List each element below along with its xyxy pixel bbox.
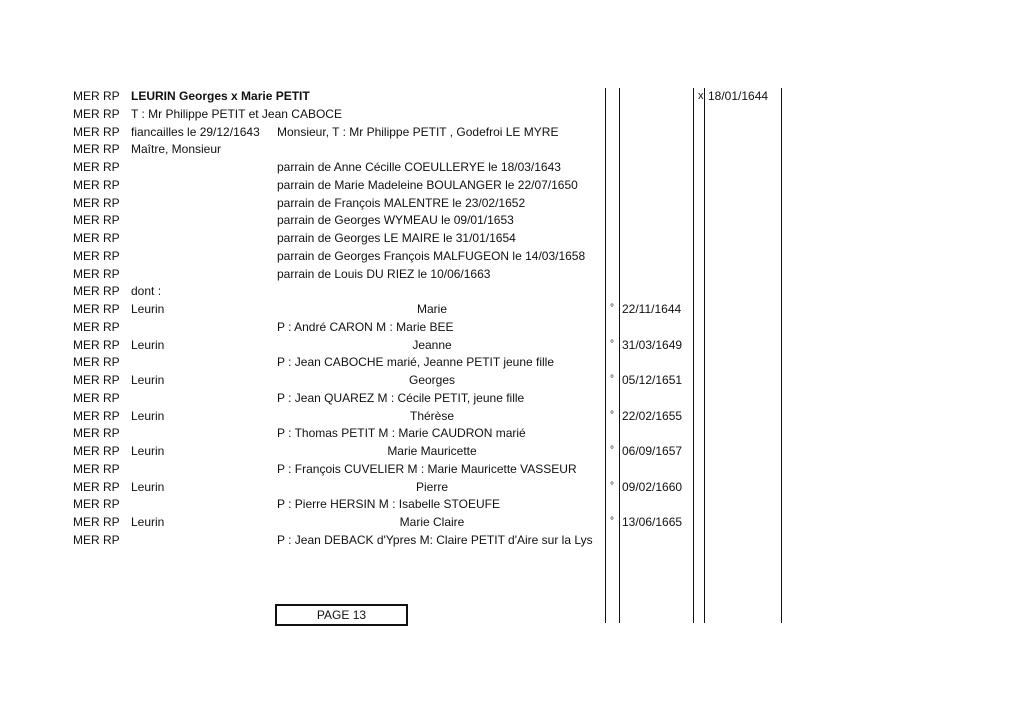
row-detail-cell: P : André CARON M : Marie BEE xyxy=(277,319,454,334)
row-detail-cell: P : Pierre HERSIN M : Isabelle STOEUFE xyxy=(277,497,500,512)
row-name-cell: Leurin xyxy=(131,337,165,352)
table-row xyxy=(0,513,1024,531)
row-birth-date: 22/11/1644 xyxy=(622,302,682,316)
row-child-name: Marie Claire xyxy=(399,515,465,529)
table-row xyxy=(0,389,1024,407)
row-prefix-mer: MER xyxy=(73,89,100,103)
row-prefix-rp: RP xyxy=(103,160,120,174)
row-birth-mark: ° xyxy=(610,445,614,456)
row-birth-date: 06/09/1657 xyxy=(622,444,683,458)
row-name-cell: Leurin xyxy=(131,302,165,316)
table-row xyxy=(0,531,1024,549)
row-prefix-rp: RP xyxy=(103,284,120,299)
row-prefix-rp: RP xyxy=(103,89,120,103)
row-prefix-mer: MER xyxy=(73,213,100,228)
row-prefix-rp: RP xyxy=(103,444,120,458)
row-name-cell: LEURIN Georges x Marie PETIT xyxy=(131,89,310,103)
row-prefix-mer: MER xyxy=(73,195,100,210)
row-birth-mark: ° xyxy=(610,480,614,492)
row-name-cell: fiancailles le 29/12/1643 xyxy=(131,124,260,139)
row-detail-cell: P : Thomas PETIT M : Marie CAUDRON marié xyxy=(277,426,526,441)
table-row xyxy=(0,123,1024,141)
row-child-name: Jeanne xyxy=(412,337,452,352)
row-birth-mark: ° xyxy=(610,338,614,350)
row-child-name: Marie Mauricette xyxy=(387,444,477,458)
table-row xyxy=(0,495,1024,513)
table-row xyxy=(0,105,1024,123)
row-prefix-rp: RP xyxy=(103,177,120,192)
row-child-name: Thérèse xyxy=(409,408,455,423)
table-row xyxy=(0,211,1024,229)
table-row xyxy=(0,140,1024,158)
row-name-cell: Leurin xyxy=(131,515,165,529)
row-birth-mark: ° xyxy=(610,409,614,421)
row-prefix-mer: MER xyxy=(73,142,100,157)
row-detail-cell: parrain de Marie Madeleine BOULANGER le 22/07/1650 xyxy=(277,177,578,192)
row-detail-cell: parrain de Anne Cécille COEULLERYE le 18/03/1643 xyxy=(277,160,561,174)
table-row xyxy=(0,424,1024,442)
row-prefix-rp: RP xyxy=(103,337,120,352)
row-name-cell: dont : xyxy=(131,284,162,299)
row-prefix-rp: RP xyxy=(103,213,120,228)
row-prefix-rp: RP xyxy=(103,408,120,423)
row-child-name: Georges xyxy=(408,373,456,387)
row-name-cell: Leurin xyxy=(131,408,165,423)
row-prefix-rp: RP xyxy=(103,248,120,263)
row-prefix-rp: RP xyxy=(103,532,120,547)
table-row xyxy=(0,265,1024,283)
row-prefix-mer: MER xyxy=(73,497,100,512)
row-prefix-rp: RP xyxy=(103,373,120,387)
row-detail-cell: parrain de Georges WYMEAU le 09/01/1653 xyxy=(277,213,514,228)
row-prefix-rp: RP xyxy=(103,497,120,512)
table-row xyxy=(0,282,1024,300)
table-row xyxy=(0,247,1024,265)
row-birth-mark: ° xyxy=(610,303,614,314)
page-number-box xyxy=(275,604,408,626)
table-row xyxy=(0,336,1024,354)
row-detail-cell: parrain de Georges François MALFUGEON le 14/03/1658 xyxy=(277,248,586,263)
row-prefix-mer: MER xyxy=(73,390,100,405)
page-number-label: PAGE 13 xyxy=(316,608,367,622)
row-detail-cell: parrain de Georges LE MAIRE le 31/01/1654 xyxy=(277,231,516,245)
row-prefix-mer: MER xyxy=(73,408,100,423)
row-name-cell: T : Mr Philippe PETIT et Jean CABOCE xyxy=(131,106,342,121)
row-prefix-rp: RP xyxy=(103,355,120,370)
table-row xyxy=(0,407,1024,425)
row-prefix-rp: RP xyxy=(103,319,120,334)
table-row xyxy=(0,478,1024,496)
table-row xyxy=(0,229,1024,247)
row-prefix-mer: MER xyxy=(73,177,100,192)
row-prefix-rp: RP xyxy=(103,231,120,245)
row-prefix-rp: RP xyxy=(103,106,120,121)
row-prefix-mer: MER xyxy=(73,532,100,547)
row-prefix-mer: MER xyxy=(73,337,100,352)
row-detail-cell: Monsieur, T : Mr Philippe PETIT , Godefroi LE MYRE xyxy=(277,124,559,139)
table-row xyxy=(0,176,1024,194)
row-prefix-rp: RP xyxy=(103,266,120,281)
row-name-cell: Leurin xyxy=(131,444,165,458)
row-prefix-mer: MER xyxy=(73,444,100,458)
table-row xyxy=(0,353,1024,371)
table-row xyxy=(0,442,1024,460)
row-detail-cell: parrain de François MALENTRE le 23/02/1652 xyxy=(277,195,526,210)
row-prefix-rp: RP xyxy=(103,124,120,139)
row-name-cell: Leurin xyxy=(131,479,165,494)
row-prefix-mer: MER xyxy=(73,479,100,494)
row-marriage-mark: x xyxy=(698,90,704,102)
row-detail-cell: P : Jean DEBACK d'Ypres M: Claire PETIT d'Aire sur la Lys xyxy=(277,532,593,547)
row-prefix-mer: MER xyxy=(73,426,100,441)
row-prefix-mer: MER xyxy=(73,284,100,299)
row-prefix-mer: MER xyxy=(73,319,100,334)
row-birth-date: 05/12/1651 xyxy=(622,373,683,387)
table-row xyxy=(0,158,1024,176)
row-birth-mark: ° xyxy=(610,516,614,527)
row-name-cell: Leurin xyxy=(131,373,165,387)
table-row xyxy=(0,87,1024,105)
row-birth-date: 13/06/1665 xyxy=(622,515,683,529)
row-detail-cell: P : Jean CABOCHE marié, Jeanne PETIT jeune fille xyxy=(277,355,555,370)
row-prefix-mer: MER xyxy=(73,373,100,387)
row-child-name: Pierre xyxy=(415,479,448,494)
row-prefix-rp: RP xyxy=(103,390,120,405)
row-prefix-mer: MER xyxy=(73,124,100,139)
row-child-name: Marie xyxy=(416,302,447,316)
row-detail-cell: P : Jean QUAREZ M : Cécile PETIT, jeune fille xyxy=(277,390,525,405)
row-detail-cell: parrain de Louis DU RIEZ le 10/06/1663 xyxy=(277,266,491,281)
row-birth-date: 31/03/1649 xyxy=(622,337,683,352)
row-prefix-mer: MER xyxy=(73,248,100,263)
row-prefix-mer: MER xyxy=(73,231,100,245)
row-prefix-rp: RP xyxy=(103,461,120,476)
row-prefix-rp: RP xyxy=(103,142,120,157)
row-detail-cell: P : François CUVELIER M : Marie Mauricette VASSEUR xyxy=(277,461,577,476)
row-birth-date: 22/02/1655 xyxy=(622,408,683,423)
row-name-cell: Maître, Monsieur xyxy=(131,142,222,157)
table-row xyxy=(0,371,1024,389)
row-prefix-mer: MER xyxy=(73,461,100,476)
row-prefix-mer: MER xyxy=(73,355,100,370)
row-prefix-mer: MER xyxy=(73,106,100,121)
row-prefix-mer: MER xyxy=(73,160,100,174)
table-row xyxy=(0,460,1024,478)
row-marriage-date: 18/01/1644 xyxy=(708,89,769,103)
row-prefix-mer: MER xyxy=(73,302,100,316)
row-prefix-rp: RP xyxy=(103,426,120,441)
row-prefix-mer: MER xyxy=(73,515,100,529)
table-row xyxy=(0,300,1024,318)
row-birth-date: 09/02/1660 xyxy=(622,479,683,494)
table-row xyxy=(0,318,1024,336)
row-prefix-mer: MER xyxy=(73,266,100,281)
table-row xyxy=(0,194,1024,212)
row-prefix-rp: RP xyxy=(103,515,120,529)
row-prefix-rp: RP xyxy=(103,195,120,210)
row-birth-mark: ° xyxy=(610,374,614,385)
row-prefix-rp: RP xyxy=(103,479,120,494)
row-prefix-rp: RP xyxy=(103,302,120,316)
